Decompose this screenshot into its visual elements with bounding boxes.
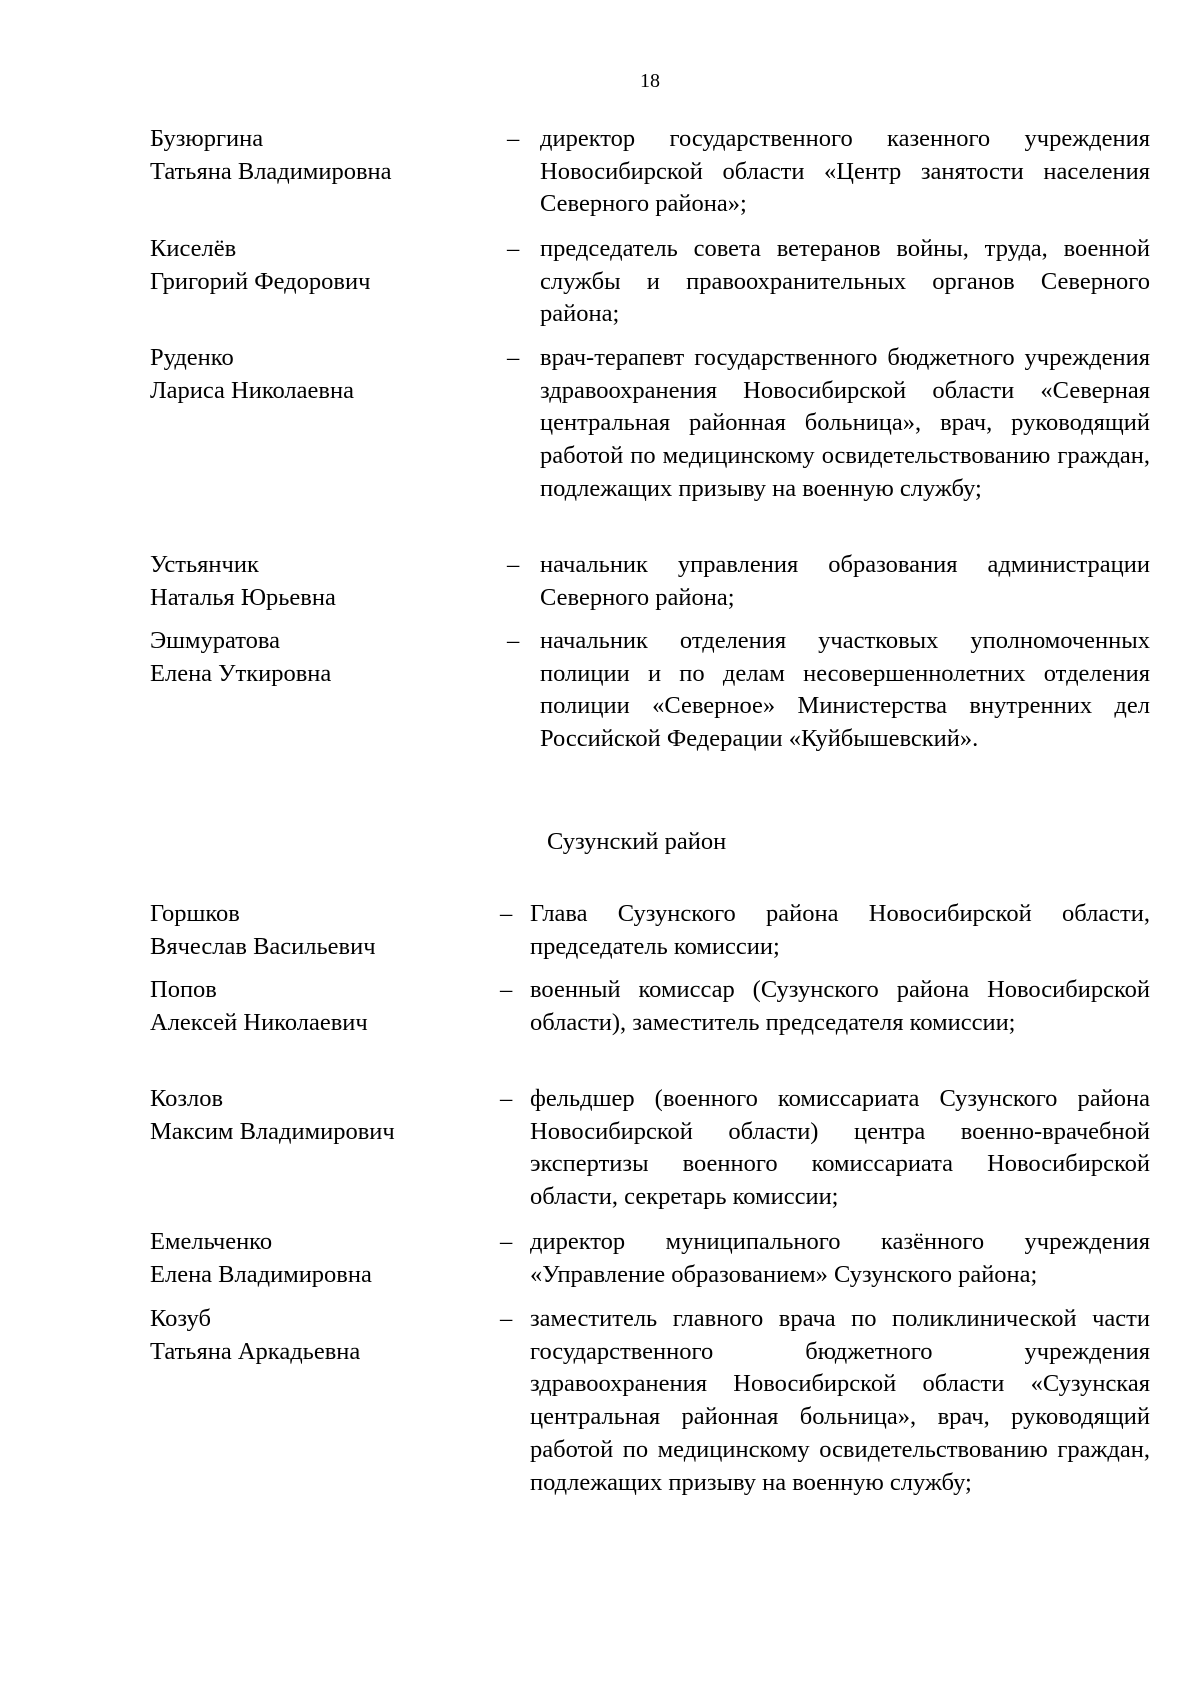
member-name: [150, 342, 480, 407]
member-name: [150, 1303, 480, 1368]
member-given-names: Татьяна Владимировна: [150, 157, 392, 185]
dash: –: [507, 627, 520, 654]
member-given-names: Елена Владимировна: [150, 1260, 372, 1288]
member-role: заместитель главного врача по поликлинической части государственного бюджетного учреждения здравоохранения Новосибирской области «Сузунская центральная районная больница», врач, руководящий работой по медицинскому освидетельствованию граждан, подлежащих призыву на военную службу;: [530, 1305, 1150, 1496]
member-name: [150, 1226, 480, 1291]
member-surname: Эшмуратова: [150, 627, 281, 654]
member-given-names: Вячеслав Васильевич: [150, 932, 376, 960]
member-role: Глава Сузунского района Новосибирской области, председатель комиссии;: [530, 900, 1150, 960]
dash: –: [500, 976, 513, 1003]
dash: –: [500, 1085, 513, 1112]
member-surname: Устьянчик: [150, 551, 259, 578]
member-given-names: Григорий Федорович: [150, 267, 371, 295]
page-number: 18: [640, 70, 660, 92]
member-name: [150, 1083, 480, 1148]
member-surname: Бузюргина: [150, 125, 264, 152]
section-heading: Сузунский район: [547, 828, 727, 855]
member-given-names: Алексей Николаевич: [150, 1008, 368, 1036]
member-name: [150, 549, 480, 614]
member-surname: Руденко: [150, 344, 234, 371]
member-surname: Горшков: [150, 900, 240, 927]
member-given-names: Наталья Юрьевна: [150, 583, 336, 611]
member-given-names: Татьяна Аркадьевна: [150, 1337, 361, 1365]
member-role: начальник отделения участковых уполномоченных полиции и по делам несовершеннолетних отделения полиции «Северное» Министерства внутренних дел Российской Федерации «Куйбышевский».: [540, 627, 1150, 753]
member-given-names: Максим Владимирович: [150, 1117, 395, 1145]
dash: –: [500, 900, 513, 927]
member-role: начальник управления образования администрации Северного района;: [540, 551, 1150, 611]
member-role: директор муниципального казённого учреждения «Управление образованием» Сузунского района;: [530, 1228, 1150, 1288]
member-role: председатель совета ветеранов войны, труда, военной службы и правоохранительных органов Северного района;: [540, 235, 1150, 328]
dash: –: [500, 1305, 513, 1332]
member-surname: Киселёв: [150, 235, 237, 262]
dash: –: [507, 551, 520, 578]
member-name: [150, 974, 480, 1039]
member-surname: Емельченко: [150, 1228, 273, 1255]
member-name: [150, 123, 480, 188]
member-given-names: Елена Уткировна: [150, 659, 332, 687]
dash: –: [500, 1228, 513, 1255]
member-given-names: Лариса Николаевна: [150, 376, 354, 404]
member-role: врач-терапевт государственного бюджетного учреждения здравоохранения Новосибирской области «Северная центральная районная больница», врач, руководящий работой по медицинскому освидетельствованию граждан, подлежащих призыву на военную службу;: [540, 344, 1150, 502]
member-name: [150, 625, 480, 690]
dash: –: [507, 125, 520, 152]
member-role: директор государственного казенного учреждения Новосибирской области «Центр занятости населения Северного района»;: [540, 125, 1150, 218]
member-name: [150, 898, 480, 963]
member-role: военный комиссар (Сузунского района Новосибирской области), заместитель председателя комиссии;: [530, 976, 1150, 1036]
dash: –: [507, 235, 520, 262]
member-name: [150, 233, 480, 298]
member-surname: Попов: [150, 976, 217, 1003]
member-surname: Козлов: [150, 1085, 224, 1112]
member-role: фельдшер (военного комиссариата Сузунского района Новосибирской области) центра военно-врачебной экспертизы военного комиссариата Новосибирской области, секретарь комиссии;: [530, 1085, 1150, 1211]
dash: –: [507, 344, 520, 371]
member-surname: Козуб: [150, 1305, 211, 1332]
